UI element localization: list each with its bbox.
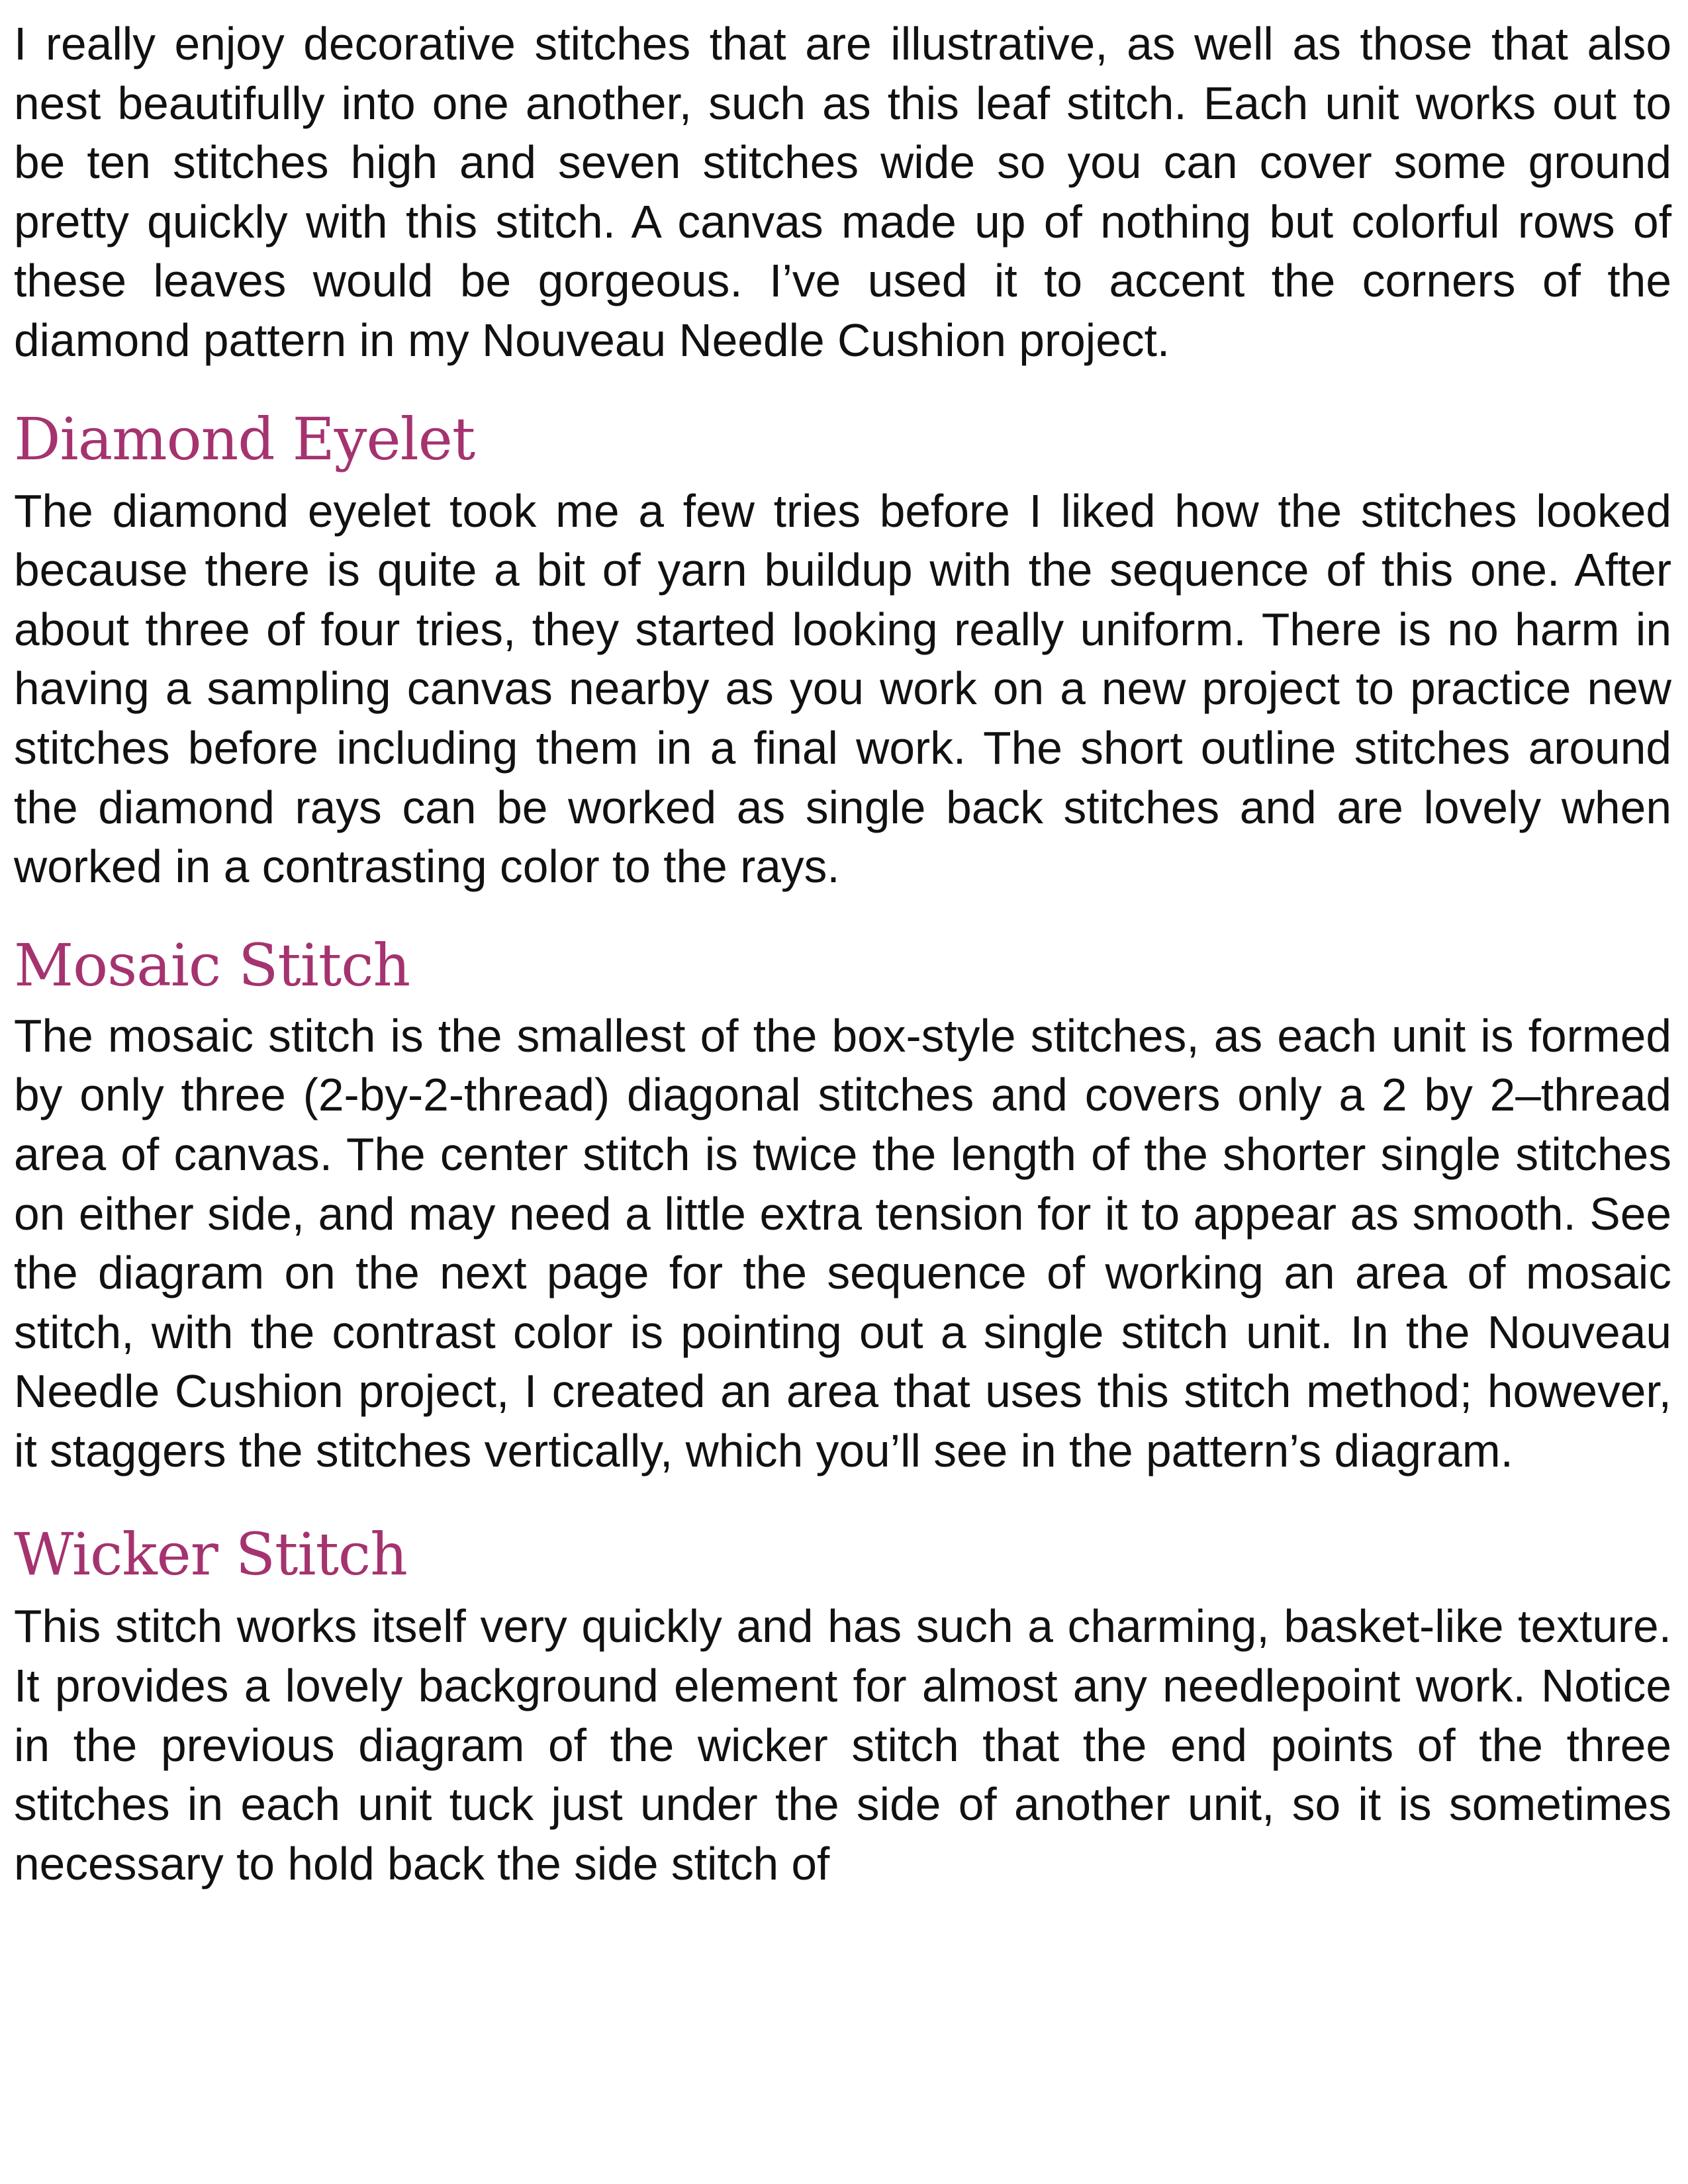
- mosaic-stitch-heading: Mosaic Stitch: [14, 931, 410, 999]
- intro-paragraph: I really enjoy decorative stitches that are illustrative, as well as those that also nest beautifully into one another, such as this leaf stitch. Each unit works out to be ten stitches high and seven stitches wide so you can cover some ground pretty quickly with this stitch. A canvas made up of nothing but colorful rows of these leaves would be gorgeous. I’ve used it to accent the corners of the diamond pattern in my Nouveau Needle Cushion project.: [14, 18, 1671, 366]
- document-page: [14, 15, 1671, 1893]
- diamond-eyelet-paragraph: The diamond eyelet took me a few tries before I liked how the stitches looked because there is quite a bit of yarn buildup with the sequence of this one. After about three of four tries, they started looking really uniform. There is no harm in having a sampling canvas nearby as you work on a new project to practice new stitches before including them in a final work. The short outline stitches around the diamond rays can be worked as single back stitches and are lovely when worked in a contrasting color to the rays.: [14, 484, 1671, 893]
- wicker-stitch-paragraph: This stitch works itself very quickly and has such a charming, basket-like texture. It provides a lovely background element for almost any needlepoint work. Notice in the previous diagram of the wicker stitch that the end points of the three stitches in each unit tuck just under the side of another unit, so it is sometimes necessary to hold back the side stitch of: [14, 1600, 1671, 1889]
- diamond-eyelet-heading: Diamond Eyelet: [14, 404, 475, 473]
- mosaic-stitch-paragraph: The mosaic stitch is the smallest of the box-style stitches, as each unit is formed by only three (2-by-2-thread) diagonal stitches and covers only a 2 by 2–thread area of canvas. The center stitch is twice the length of the shorter single stitches on either side, and may need a little extra tension for it to appear as smooth. See the diagram on the next page for the sequence of working an area of mosaic stitch, with the contrast color is pointing out a single stitch unit. In the Nouveau Needle Cushion project, I created an area that uses this stitch method; however, it staggers the stitches vertically, which you’ll see in the pattern’s diagram.: [14, 1009, 1671, 1477]
- wicker-stitch-heading: Wicker Stitch: [14, 1520, 407, 1589]
